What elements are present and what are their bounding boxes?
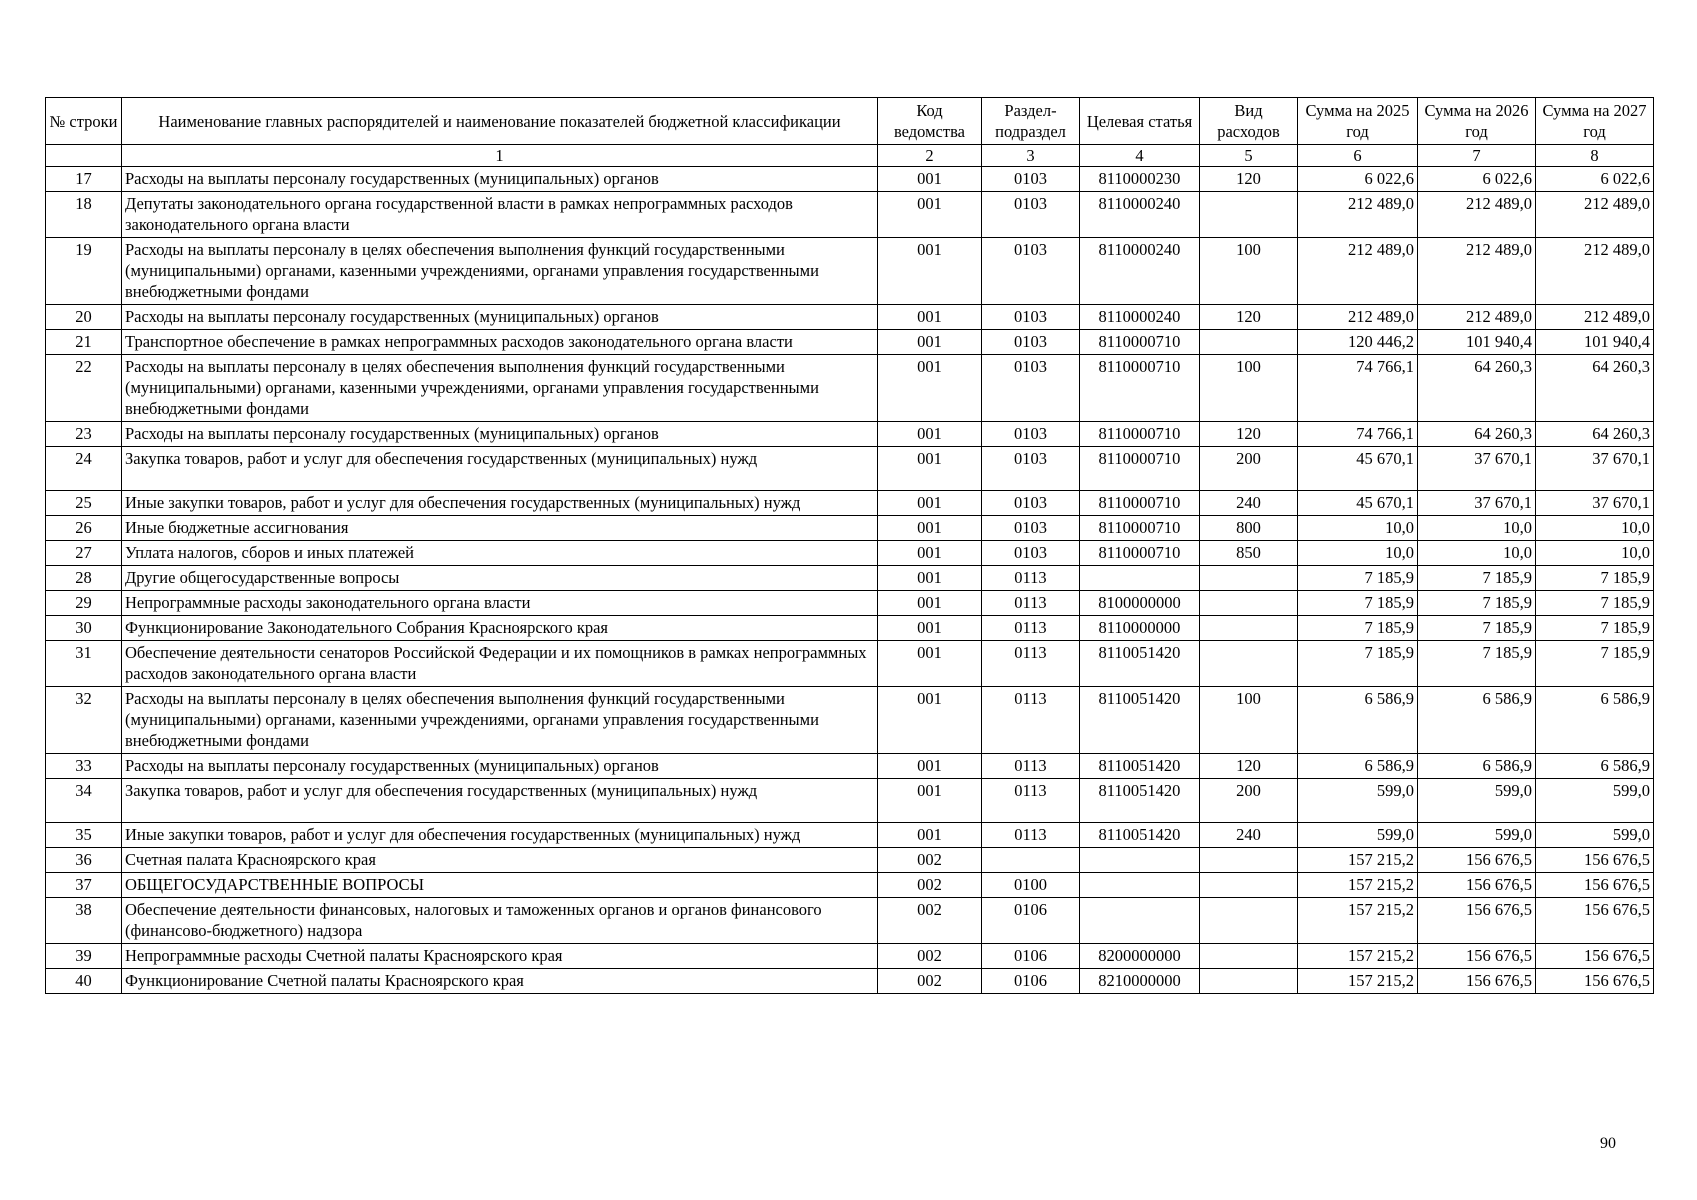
table-row	[46, 167, 1654, 192]
sum-2026-cell: 64 260,3	[1418, 422, 1536, 447]
sum-2025-cell: 157 215,2	[1298, 944, 1418, 969]
sum-2026-cell: 101 940,4	[1418, 330, 1536, 355]
table-row	[46, 447, 1654, 491]
sum-2027-cell: 64 260,3	[1536, 355, 1654, 422]
department-code-cell: 002	[878, 969, 982, 994]
expense-type-cell: 100	[1200, 238, 1298, 305]
column-number	[46, 145, 122, 167]
section-cell: 0106	[982, 944, 1080, 969]
row-number-cell: 28	[46, 566, 122, 591]
target-article-cell: 8110000240	[1080, 305, 1200, 330]
column-number: 4	[1080, 145, 1200, 167]
expense-type-cell: 120	[1200, 167, 1298, 192]
department-code-cell: 001	[878, 591, 982, 616]
sum-2027-cell: 156 676,5	[1536, 969, 1654, 994]
table-row	[46, 641, 1654, 687]
sum-2027-cell: 6 586,9	[1536, 687, 1654, 754]
target-article-cell: 8110000710	[1080, 447, 1200, 491]
department-code-cell: 001	[878, 355, 982, 422]
target-article-cell: 8210000000	[1080, 969, 1200, 994]
sum-2025-cell: 599,0	[1298, 823, 1418, 848]
table-row	[46, 873, 1654, 898]
row-number-cell: 37	[46, 873, 122, 898]
sum-2026-cell: 7 185,9	[1418, 616, 1536, 641]
sum-2027-cell: 599,0	[1536, 779, 1654, 823]
sum-2027-cell: 212 489,0	[1536, 305, 1654, 330]
row-number-cell: 27	[46, 541, 122, 566]
column-number: 5	[1200, 145, 1298, 167]
target-article-cell	[1080, 898, 1200, 944]
row-name-cell: Транспортное обеспечение в рамках непрограммных расходов законодательного органа власти	[122, 330, 878, 355]
row-number-cell: 20	[46, 305, 122, 330]
expense-type-cell: 100	[1200, 355, 1298, 422]
expense-type-cell: 850	[1200, 541, 1298, 566]
sum-2025-cell: 45 670,1	[1298, 447, 1418, 491]
table-header	[46, 98, 1654, 167]
row-number-cell: 19	[46, 238, 122, 305]
row-number-cell: 21	[46, 330, 122, 355]
sum-2025-cell: 599,0	[1298, 779, 1418, 823]
sum-2025-cell: 212 489,0	[1298, 192, 1418, 238]
department-code-cell: 001	[878, 566, 982, 591]
sum-2027-cell: 599,0	[1536, 823, 1654, 848]
row-number-cell: 22	[46, 355, 122, 422]
table-row	[46, 823, 1654, 848]
department-code-cell: 002	[878, 848, 982, 873]
department-code-cell: 001	[878, 616, 982, 641]
table-row	[46, 687, 1654, 754]
row-number-cell: 25	[46, 491, 122, 516]
section-cell: 0113	[982, 687, 1080, 754]
sum-2026-cell: 156 676,5	[1418, 969, 1536, 994]
expense-type-cell: 200	[1200, 447, 1298, 491]
column-number: 7	[1418, 145, 1536, 167]
table-row	[46, 944, 1654, 969]
department-code-cell: 002	[878, 898, 982, 944]
row-number-cell: 33	[46, 754, 122, 779]
sum-2027-cell: 7 185,9	[1536, 566, 1654, 591]
table-row	[46, 238, 1654, 305]
section-cell: 0103	[982, 516, 1080, 541]
section-cell: 0103	[982, 447, 1080, 491]
row-name-cell: ОБЩЕГОСУДАРСТВЕННЫЕ ВОПРОСЫ	[122, 873, 878, 898]
section-cell: 0103	[982, 330, 1080, 355]
row-name-cell: Расходы на выплаты персоналу в целях обеспечения выполнения функций государственными (муниципальными) органами, казенными учреждениями, органами управления государственными внебюджетными фондами	[122, 355, 878, 422]
table-row	[46, 779, 1654, 823]
sum-2027-cell: 156 676,5	[1536, 848, 1654, 873]
expense-type-cell	[1200, 591, 1298, 616]
sum-2026-cell: 156 676,5	[1418, 848, 1536, 873]
table-row	[46, 969, 1654, 994]
expense-type-cell	[1200, 641, 1298, 687]
sum-2027-cell: 37 670,1	[1536, 447, 1654, 491]
page-number: 90	[1600, 1135, 1616, 1152]
sum-2025-cell: 157 215,2	[1298, 848, 1418, 873]
department-code-cell: 001	[878, 491, 982, 516]
sum-2027-cell: 7 185,9	[1536, 591, 1654, 616]
section-cell: 0103	[982, 305, 1080, 330]
table-body	[46, 167, 1654, 994]
department-code-cell: 001	[878, 823, 982, 848]
column-number: 2	[878, 145, 982, 167]
sum-2025-cell: 6 022,6	[1298, 167, 1418, 192]
header-name: Наименование главных распорядителей и наименование показателей бюджетной классификации	[122, 98, 878, 145]
sum-2026-cell: 37 670,1	[1418, 447, 1536, 491]
header-row	[46, 98, 1654, 145]
target-article-cell: 8110000710	[1080, 541, 1200, 566]
row-name-cell: Расходы на выплаты персоналу в целях обеспечения выполнения функций государственными (муниципальными) органами, казенными учреждениями, органами управления государственными внебюджетными фондами	[122, 238, 878, 305]
sum-2027-cell: 156 676,5	[1536, 944, 1654, 969]
row-name-cell: Расходы на выплаты персоналу государственных (муниципальных) органов	[122, 754, 878, 779]
table-row	[46, 330, 1654, 355]
target-article-cell: 8110000710	[1080, 330, 1200, 355]
section-cell: 0113	[982, 616, 1080, 641]
sum-2026-cell: 7 185,9	[1418, 566, 1536, 591]
sum-2026-cell: 7 185,9	[1418, 641, 1536, 687]
sum-2027-cell: 37 670,1	[1536, 491, 1654, 516]
row-number-cell: 35	[46, 823, 122, 848]
sum-2026-cell: 599,0	[1418, 779, 1536, 823]
section-cell: 0106	[982, 898, 1080, 944]
row-name-cell: Функционирование Счетной палаты Красноярского края	[122, 969, 878, 994]
sum-2027-cell: 7 185,9	[1536, 641, 1654, 687]
header-expense-type: Вид расходов	[1200, 98, 1298, 145]
row-number-cell: 31	[46, 641, 122, 687]
sum-2027-cell: 212 489,0	[1536, 238, 1654, 305]
sum-2025-cell: 157 215,2	[1298, 898, 1418, 944]
sum-2026-cell: 10,0	[1418, 541, 1536, 566]
sum-2027-cell: 6 022,6	[1536, 167, 1654, 192]
section-cell: 0113	[982, 779, 1080, 823]
section-cell: 0113	[982, 823, 1080, 848]
table-row	[46, 355, 1654, 422]
expense-type-cell: 240	[1200, 823, 1298, 848]
sum-2026-cell: 7 185,9	[1418, 591, 1536, 616]
row-number-cell: 26	[46, 516, 122, 541]
target-article-cell	[1080, 848, 1200, 873]
sum-2027-cell: 10,0	[1536, 516, 1654, 541]
department-code-cell: 001	[878, 516, 982, 541]
row-number-cell: 36	[46, 848, 122, 873]
sum-2026-cell: 6 022,6	[1418, 167, 1536, 192]
sum-2025-cell: 157 215,2	[1298, 969, 1418, 994]
department-code-cell: 001	[878, 447, 982, 491]
expense-type-cell	[1200, 898, 1298, 944]
header-sum-2025: Сумма на 2025 год	[1298, 98, 1418, 145]
section-cell: 0103	[982, 167, 1080, 192]
department-code-cell: 002	[878, 944, 982, 969]
table-row	[46, 541, 1654, 566]
row-name-cell: Закупка товаров, работ и услуг для обеспечения государственных (муниципальных) нужд	[122, 779, 878, 823]
expense-type-cell	[1200, 944, 1298, 969]
target-article-cell: 8110051420	[1080, 779, 1200, 823]
sum-2026-cell: 599,0	[1418, 823, 1536, 848]
row-number-cell: 17	[46, 167, 122, 192]
table-row	[46, 516, 1654, 541]
sum-2026-cell: 64 260,3	[1418, 355, 1536, 422]
table-row	[46, 305, 1654, 330]
table-row	[46, 898, 1654, 944]
expense-type-cell	[1200, 192, 1298, 238]
sum-2026-cell: 6 586,9	[1418, 754, 1536, 779]
expense-type-cell	[1200, 969, 1298, 994]
department-code-cell: 001	[878, 687, 982, 754]
section-cell: 0106	[982, 969, 1080, 994]
target-article-cell: 8110051420	[1080, 687, 1200, 754]
table-row	[46, 192, 1654, 238]
department-code-cell: 002	[878, 873, 982, 898]
row-number-cell: 40	[46, 969, 122, 994]
section-cell: 0103	[982, 238, 1080, 305]
sum-2025-cell: 10,0	[1298, 516, 1418, 541]
expense-type-cell: 120	[1200, 305, 1298, 330]
sum-2025-cell: 7 185,9	[1298, 566, 1418, 591]
table-row	[46, 848, 1654, 873]
row-name-cell: Расходы на выплаты персоналу государственных (муниципальных) органов	[122, 167, 878, 192]
section-cell	[982, 848, 1080, 873]
sum-2027-cell: 101 940,4	[1536, 330, 1654, 355]
column-number: 8	[1536, 145, 1654, 167]
sum-2025-cell: 7 185,9	[1298, 591, 1418, 616]
row-name-cell: Расходы на выплаты персоналу в целях обеспечения выполнения функций государственными (муниципальными) органами, казенными учреждениями, органами управления государственными внебюджетными фондами	[122, 687, 878, 754]
department-code-cell: 001	[878, 422, 982, 447]
department-code-cell: 001	[878, 192, 982, 238]
sum-2025-cell: 6 586,9	[1298, 687, 1418, 754]
expense-type-cell	[1200, 873, 1298, 898]
target-article-cell: 8110000710	[1080, 355, 1200, 422]
target-article-cell	[1080, 873, 1200, 898]
sum-2026-cell: 156 676,5	[1418, 873, 1536, 898]
row-name-cell: Обеспечение деятельности сенаторов Российской Федерации и их помощников в рамках непрограммных расходов законодательного органа власти	[122, 641, 878, 687]
sum-2025-cell: 45 670,1	[1298, 491, 1418, 516]
department-code-cell: 001	[878, 305, 982, 330]
expense-type-cell	[1200, 848, 1298, 873]
table-row	[46, 422, 1654, 447]
expense-type-cell: 200	[1200, 779, 1298, 823]
section-cell: 0103	[982, 491, 1080, 516]
section-cell: 0113	[982, 566, 1080, 591]
target-article-cell: 8110051420	[1080, 754, 1200, 779]
row-name-cell: Расходы на выплаты персоналу государственных (муниципальных) органов	[122, 422, 878, 447]
target-article-cell: 8110051420	[1080, 823, 1200, 848]
sum-2026-cell: 212 489,0	[1418, 192, 1536, 238]
section-cell: 0113	[982, 591, 1080, 616]
row-name-cell: Иные закупки товаров, работ и услуг для обеспечения государственных (муниципальных) нужд	[122, 491, 878, 516]
row-name-cell: Другие общегосударственные вопросы	[122, 566, 878, 591]
row-name-cell: Непрограммные расходы законодательного органа власти	[122, 591, 878, 616]
expense-type-cell: 800	[1200, 516, 1298, 541]
sum-2027-cell: 10,0	[1536, 541, 1654, 566]
sum-2025-cell: 7 185,9	[1298, 641, 1418, 687]
row-number-cell: 30	[46, 616, 122, 641]
column-number-row	[46, 145, 1654, 167]
department-code-cell: 001	[878, 167, 982, 192]
header-target-article: Целевая статья	[1080, 98, 1200, 145]
expense-type-cell: 240	[1200, 491, 1298, 516]
row-number-cell: 38	[46, 898, 122, 944]
sum-2025-cell: 7 185,9	[1298, 616, 1418, 641]
header-row-number: № строки	[46, 98, 122, 145]
sum-2027-cell: 212 489,0	[1536, 192, 1654, 238]
table-row	[46, 616, 1654, 641]
section-cell: 0103	[982, 355, 1080, 422]
department-code-cell: 001	[878, 330, 982, 355]
department-code-cell: 001	[878, 754, 982, 779]
sum-2025-cell: 120 446,2	[1298, 330, 1418, 355]
column-number: 1	[122, 145, 878, 167]
target-article-cell: 8110000240	[1080, 238, 1200, 305]
sum-2026-cell: 10,0	[1418, 516, 1536, 541]
target-article-cell: 8200000000	[1080, 944, 1200, 969]
expense-type-cell: 120	[1200, 422, 1298, 447]
column-number: 6	[1298, 145, 1418, 167]
sum-2026-cell: 37 670,1	[1418, 491, 1536, 516]
header-department-code: Код ведомства	[878, 98, 982, 145]
section-cell: 0100	[982, 873, 1080, 898]
sum-2027-cell: 156 676,5	[1536, 873, 1654, 898]
table-row	[46, 566, 1654, 591]
department-code-cell: 001	[878, 238, 982, 305]
target-article-cell: 8110000240	[1080, 192, 1200, 238]
target-article-cell: 8100000000	[1080, 591, 1200, 616]
column-number: 3	[982, 145, 1080, 167]
target-article-cell: 8110051420	[1080, 641, 1200, 687]
section-cell: 0113	[982, 641, 1080, 687]
sum-2025-cell: 10,0	[1298, 541, 1418, 566]
sum-2026-cell: 212 489,0	[1418, 238, 1536, 305]
row-number-cell: 34	[46, 779, 122, 823]
sum-2027-cell: 6 586,9	[1536, 754, 1654, 779]
row-name-cell: Депутаты законодательного органа государственной власти в рамках непрограммных расходов законодательного органа власти	[122, 192, 878, 238]
row-name-cell: Закупка товаров, работ и услуг для обеспечения государственных (муниципальных) нужд	[122, 447, 878, 491]
sum-2025-cell: 74 766,1	[1298, 422, 1418, 447]
row-name-cell: Счетная палата Красноярского края	[122, 848, 878, 873]
expense-type-cell: 120	[1200, 754, 1298, 779]
header-sum-2026: Сумма на 2026 год	[1418, 98, 1536, 145]
expense-type-cell	[1200, 616, 1298, 641]
sum-2025-cell: 157 215,2	[1298, 873, 1418, 898]
section-cell: 0113	[982, 754, 1080, 779]
row-name-cell: Расходы на выплаты персоналу государственных (муниципальных) органов	[122, 305, 878, 330]
row-name-cell: Непрограммные расходы Счетной палаты Красноярского края	[122, 944, 878, 969]
expense-type-cell	[1200, 566, 1298, 591]
row-name-cell: Функционирование Законодательного Собрания Красноярского края	[122, 616, 878, 641]
sum-2025-cell: 6 586,9	[1298, 754, 1418, 779]
department-code-cell: 001	[878, 541, 982, 566]
row-number-cell: 18	[46, 192, 122, 238]
sum-2027-cell: 64 260,3	[1536, 422, 1654, 447]
row-number-cell: 24	[46, 447, 122, 491]
sum-2025-cell: 212 489,0	[1298, 238, 1418, 305]
row-number-cell: 29	[46, 591, 122, 616]
row-number-cell: 23	[46, 422, 122, 447]
table-row	[46, 491, 1654, 516]
row-name-cell: Иные бюджетные ассигнования	[122, 516, 878, 541]
budget-table	[45, 97, 1654, 994]
target-article-cell: 8110000710	[1080, 422, 1200, 447]
target-article-cell: 8110000710	[1080, 491, 1200, 516]
target-article-cell: 8110000000	[1080, 616, 1200, 641]
sum-2026-cell: 212 489,0	[1418, 305, 1536, 330]
row-name-cell: Обеспечение деятельности финансовых, налоговых и таможенных органов и органов финансового (финансово-бюджетного) надзора	[122, 898, 878, 944]
row-name-cell: Уплата налогов, сборов и иных платежей	[122, 541, 878, 566]
sum-2027-cell: 7 185,9	[1536, 616, 1654, 641]
row-number-cell: 32	[46, 687, 122, 754]
table-row	[46, 754, 1654, 779]
expense-type-cell	[1200, 330, 1298, 355]
target-article-cell: 8110000230	[1080, 167, 1200, 192]
row-name-cell: Иные закупки товаров, работ и услуг для обеспечения государственных (муниципальных) нужд	[122, 823, 878, 848]
section-cell: 0103	[982, 541, 1080, 566]
sum-2025-cell: 74 766,1	[1298, 355, 1418, 422]
expense-type-cell: 100	[1200, 687, 1298, 754]
department-code-cell: 001	[878, 779, 982, 823]
header-sum-2027: Сумма на 2027 год	[1536, 98, 1654, 145]
row-number-cell: 39	[46, 944, 122, 969]
sum-2027-cell: 156 676,5	[1536, 898, 1654, 944]
sum-2026-cell: 156 676,5	[1418, 898, 1536, 944]
section-cell: 0103	[982, 422, 1080, 447]
header-section: Раздел-подраздел	[982, 98, 1080, 145]
target-article-cell	[1080, 566, 1200, 591]
section-cell: 0103	[982, 192, 1080, 238]
table-row	[46, 591, 1654, 616]
target-article-cell: 8110000710	[1080, 516, 1200, 541]
sum-2025-cell: 212 489,0	[1298, 305, 1418, 330]
sum-2026-cell: 6 586,9	[1418, 687, 1536, 754]
sum-2026-cell: 156 676,5	[1418, 944, 1536, 969]
department-code-cell: 001	[878, 641, 982, 687]
